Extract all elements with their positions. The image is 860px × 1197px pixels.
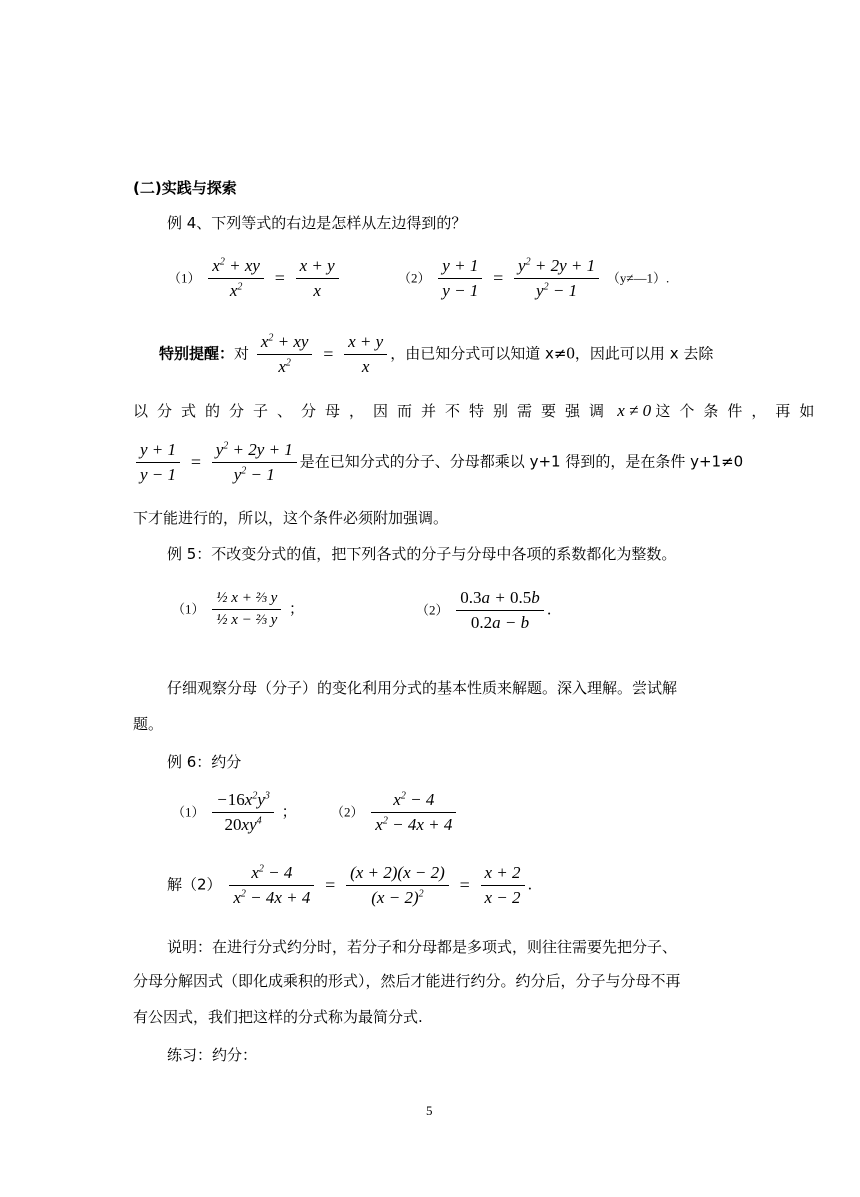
section-title: (二)实践与探索: [133, 179, 237, 197]
example-4-prompt: 例 4、下列等式的右边是怎样从左边得到的？: [167, 214, 467, 232]
special-note-line-1: 特别提醒：对 $\frac{x^2 + xy}{x^2}$ = $\frac{x + y}{x}$ ，由已知分式可以知道 x≠0，因此可以用 x 去除: [159, 332, 714, 376]
explanation-line-2: 分母分解因式（即化成乘积的形式），然后才能进行约分。约分后，分子与分母不再: [133, 972, 681, 990]
fraction: $\frac{(x + 2)(x - 2)}{(x - 2)^2}$: [346, 863, 449, 908]
practice-label: 练习：约分：: [167, 1046, 258, 1064]
item-label: （2）: [416, 602, 449, 618]
fraction: $\frac{y + 1}{y - 1}$: [438, 256, 482, 301]
page-number: 5: [426, 1103, 433, 1118]
fraction: $\frac{x^2 - 4}{x^2 - 4x + 4}$: [371, 790, 456, 835]
note-lead: 对: [234, 344, 250, 363]
zero: 0: [566, 343, 575, 363]
separator: ；: [289, 599, 305, 618]
item-label: （2）: [331, 804, 364, 820]
special-note-line-3: $\frac{y + 1}{y - 1}$ = $\frac{y^2 + 2y + 1}{y^2 - 1}$ 是在已知分式的分子、分母都乘以 y+1 得到的，是在条件 y+1≠0: [133, 440, 743, 485]
example-6-item-1: [172, 790, 297, 835]
solution-label: 解（2）: [167, 875, 222, 894]
separator: ；: [281, 802, 297, 821]
fraction: $\frac{x + y}{x}$: [296, 256, 339, 301]
hint-line-2: 题。: [133, 715, 164, 733]
item-label: （1）: [172, 601, 205, 617]
item-label: （1）: [168, 270, 201, 286]
complex-fraction: $\frac{\text{½ x + ⅔ y}}{\text{½ x − ⅔ y}}$: [212, 590, 281, 629]
fraction: $\frac{x^2 + xy}{x^2}$: [208, 256, 264, 301]
note-text: ，因此可以用 x 去除: [574, 344, 714, 363]
explanation-line-3: 有公因式，我们把这样的分式称为最简分式.: [133, 1008, 423, 1026]
fraction: $\frac{x^2 + xy}{x^2}$: [257, 332, 313, 377]
note-text: ，由已知分式可以知道 x≠: [390, 344, 567, 363]
fraction: $\frac{-16x^2y^3}{20xy^4}$: [212, 790, 274, 835]
fraction: $\frac{x + y}{x}$: [344, 332, 387, 377]
end-mark: .: [527, 875, 533, 894]
example-6-prompt: 例 6：约分: [167, 753, 242, 771]
example-6-item-2: [331, 790, 459, 835]
item-label: （1）: [172, 804, 205, 820]
note-text: 以分式的分子、分母，因而并不特别需要强调: [133, 402, 614, 420]
example-4-item-2: （2） $\frac{y + 1}{y - 1}$ = $\frac{y^2 + 2y + 1}{y^2 - 1}$ （y≠—1）.: [398, 256, 670, 300]
fraction: $\frac{x^2 - 4}{x^2 - 4x + 4}$: [229, 863, 314, 908]
note-text: 这个条件，再如: [655, 402, 824, 420]
special-note-line-2: 以分式的分子、分母，因而并不特别需要强调 x ≠ 0 这个条件，再如: [133, 401, 824, 420]
example-5-prompt: 例 5：不改变分式的值，把下列各式的分子与分母中各项的系数都化为整数。: [167, 545, 677, 563]
fraction: $\frac{x + 2}{x - 2}$: [481, 863, 525, 908]
example-4-item-1: （1） $\frac{x^2 + xy}{x^2}$ = $\frac{x + y}{x}$: [168, 256, 342, 301]
note-text: 是在已知分式的分子、分母都乘以 y+1 得到的，是在条件 y+1≠0: [299, 452, 744, 471]
fraction: $\frac{0.3a + 0.5b}{0.2a - b}$: [456, 588, 543, 633]
note-bold-label: 特别提醒：: [159, 344, 235, 363]
example-6-solution: 解（2） $\frac{x^2 - 4}{x^2 - 4x + 4}$ = $\frac{(x + 2)(x - 2)}{(x - 2)^2}$ = $\frac{x + 2}{x - 2}$ .: [167, 863, 533, 907]
fraction: $\frac{y^2 + 2y + 1}{y^2 - 1}$: [514, 256, 599, 301]
explanation-line-1: 说明：在进行分式约分时，若分子和分母都是多项式，则往往需要先把分子、: [167, 938, 678, 956]
end-mark: .: [546, 600, 552, 619]
fraction: $\frac{y^2 + 2y + 1}{y^2 - 1}$: [212, 440, 297, 485]
special-note-line-4: 下才能进行的，所以，这个条件必须附加强调。: [133, 509, 449, 527]
item-label: （2）: [398, 270, 431, 286]
hint-line-1: 仔细观察分母（分子）的变化利用分式的基本性质来解题。深入理解。尝试解: [167, 679, 678, 697]
fraction: $\frac{y + 1}{y - 1}$: [136, 440, 180, 485]
example-5-item-1: [172, 590, 304, 629]
condition: （y≠—1）.: [606, 270, 670, 286]
example-5-item-2: [416, 588, 552, 633]
